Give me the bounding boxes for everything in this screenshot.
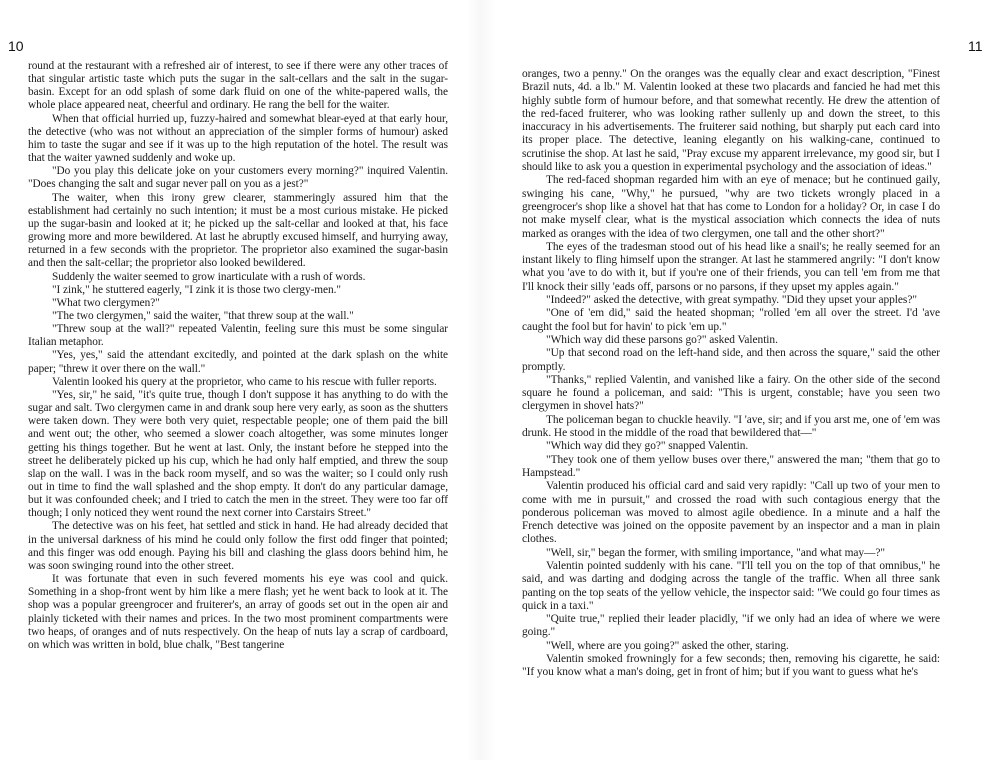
right-paragraph-8: "Thanks," replied Valentin, and vanished like a fairy. On the other side of the second square he found a policeman, and said: "This is urgent, constable; have you seen two clergymen in shovel hats?" — [522, 373, 940, 413]
left-paragraph-10: "Yes, yes," said the attendant excitedly, and pointed at the dark splash on the white paper; "threw it over there on the wall." — [28, 349, 448, 375]
left-paragraph-8: "The two clergymen," said the waiter, "that threw soup at the wall." — [52, 309, 354, 322]
left-paragraph-7: "What two clergymen?" — [52, 296, 160, 309]
right-paragraph-14: Valentin pointed suddenly with his cane. "I'll tell you on the top of that omnibus," he said, and was darting and dodging across the tangle of the traffic. When all three sank panting on the top seats of the yellow vehicle, the inspector said: "We could go four times as quick in a taxi." — [522, 559, 940, 612]
left-paragraph-2: When that official hurried up, fuzzy-haired and somewhat blear-eyed at that early hour, the detective (who was not without an appreciation of the simpler forms of humour) asked him to taste the sugar and see if it was up to the high reputation of the hotel. The result was that the waiter yawned suddenly and woke up. — [28, 112, 448, 165]
left-paragraph-9: "Threw soup at the wall?" repeated Valentin, feeling sure this must be some singular Italian metaphor. — [28, 323, 448, 349]
right-paragraph-12: Valentin produced his official card and said very rapidly: "Call up two of your men to come with me in pursuit," and crossed the road with such contagious energy that the ponderous policeman was moved to almost agile obedience. In a minute and a half the French detective was joined on the opposite pavement by an inspector and a man in plain clothes. — [522, 480, 940, 546]
left-paragraph-5: Suddenly the waiter seemed to grow inarticulate with a rush of words. — [52, 270, 366, 283]
left-paragraph-11: Valentin looked his query at the proprietor, who came to his rescue with fuller reports. — [52, 375, 437, 388]
right-paragraph-17: Valentin smoked frowningly for a few seconds; then, removing his cigarette, he said: "If you know what a man's doing, get in front of him; but if you want to guess what he's — [522, 653, 940, 679]
left-page — [28, 60, 448, 760]
left-paragraph-3: "Do you play this delicate joke on your customers every morning?" inquired Valentin. "Does changing the salt and sugar never pall on you as a jest?" — [28, 165, 448, 191]
left-paragraph-1: round at the restaurant with a refreshed air of interest, to see if there were any other traces of that singular artistic taste which puts the sugar in the salt-cellars and the salt in the sugar-basin. Except for an odd splash of some dark fluid on one of the white-papered walls, the whole place appeared neat, cheerful and ordinary. He rang the bell for the waiter. — [28, 60, 448, 112]
right-page — [522, 68, 940, 760]
right-page-number: 11 — [968, 38, 983, 54]
left-paragraph-4: The waiter, when this irony grew clearer, stammeringly assured him that the establishment had certainly no such intention; it must be a most curious mistake. He picked up the sugar-basin and looked at it; he picked up the salt-cellar and looked at that, his face growing more and more bewildered. At last he abruptly excused himself, and hurrying away, returned in a few seconds with the proprietor. The proprietor also examined the sugar-basin and then the salt-cellar; the proprietor also looked bewildered. — [28, 191, 448, 270]
right-paragraph-4: "Indeed?" asked the detective, with great sympathy. "Did they upset your apples?" — [546, 294, 917, 307]
right-paragraph-13: "Well, sir," began the former, with smiling importance, "and what may—?" — [546, 546, 885, 559]
left-page-number: 10 — [8, 38, 24, 54]
right-paragraph-10: "Which way did they go?" snapped Valentin. — [546, 440, 749, 453]
right-paragraph-16: "Well, where are you going?" asked the other, staring. — [546, 639, 789, 652]
book-spine-shadow — [466, 0, 496, 760]
right-paragraph-3: The eyes of the tradesman stood out of his head like a snail's; he really seemed for an instant likely to fling himself upon the stranger. At last he stammered angrily: "I don't know what you 'ave to do with it, but if you're one of their friends, you can tell 'em from me that I'll knock their silly 'eads off, parsons or no parsons, if they upset my apples again." — [522, 240, 940, 293]
left-paragraph-13: The detective was on his feet, hat settled and stick in hand. He had already decided that in the universal darkness of his mind he could only follow the first odd finger that pointed; and this finger was odd enough. Paying his bill and clashing the glass doors behind him, he was soon swinging round into the other street. — [28, 520, 448, 572]
right-paragraph-5: "One of 'em did," said the heated shopman; "rolled 'em all over the street. I'd 'ave caught the fool but for havin' to pick 'em up." — [522, 307, 940, 333]
right-paragraph-6: "Which way did these parsons go?" asked Valentin. — [546, 333, 778, 346]
right-paragraph-1: oranges, two a penny." On the oranges was the equally clear and exact description, "Finest Brazil nuts, 4d. a lb." M. Valentin looked at these two placards and fancied he had met this highly subtle form of humour before, and that somewhat recently. He drew the attention of the red-faced fruiterer, who was looking rather sullenly up and down the street, to this inaccuracy in his advertisements. The fruiterer said nothing, but sharply put each card into its proper place. The detective, leaning elegantly on his walking-cane, continued to scrutinise the shop. At last he said, "Pray excuse my apparent irrelevance, my good sir, but I should like to ask you a question in experimental psychology and the association of ideas." — [522, 68, 940, 174]
left-paragraph-6: "I zink," he stuttered eagerly, "I zink it is those two clergy-men." — [52, 283, 341, 296]
right-paragraph-15: "Quite true," replied their leader placidly, "if we only had an idea of where we were going." — [522, 613, 940, 639]
left-paragraph-14: It was fortunate that even in such fevered moments his eye was cool and quick. Something in a shop-front went by him like a mere flash; yet he went back to look at it. The shop was a popular greengrocer and fruiterer's, an array of goods set out in the open air and plainly ticketed with their names and prices. In the two most prominent compartments were two heaps, of oranges and of nuts respectively. On the heap of nuts lay a scrap of cardboard, on which was written in bold, blue chalk, "Best tangerine — [28, 573, 448, 651]
right-paragraph-7: "Up that second road on the left-hand side, and then across the square," said the other promptly. — [522, 347, 940, 373]
left-paragraph-12: "Yes, sir," he said, "it's quite true, though I don't suppose it has anything to do with the sugar and salt. Two clergymen came in and drank soup here very early, as soon as the shutters were taken down. They were both very quiet, respectable people; one of them paid the bill and went out; the other, who seemed a slower coach altogether, was some minutes longer getting his things together. But he went at last. Only, the instant before he stepped into the street he deliberately picked up his cup, which he had only half emptied, and threw the soup slap on the wall. I was in the back room myself, and so was the waiter; so I could only rush out in time to find the wall splashed and the shop empty. It don't do any particular damage, but it was confounded cheek; and I tried to catch the men in the street. They were too far off though; I only noticed they went round the next corner into Carstairs Street." — [28, 388, 448, 520]
right-paragraph-2: The red-faced shopman regarded him with an eye of menace; but he continued gaily, swinging his cane, "Why," he pursued, "why are two tickets wrongly placed in a greengrocer's shop like a shovel hat that has come to London for a holiday? Or, in case I do not make myself clear, what is the mystical association which connects the idea of nuts marked as oranges with the idea of two clergymen, one tall and the other short?" — [522, 174, 940, 240]
right-paragraph-11: "They took one of them yellow buses over there," answered the man; "them that go to Hampstead." — [522, 453, 940, 479]
right-paragraph-9: The policeman began to chuckle heavily. "I 'ave, sir; and if you arst me, one of 'em was drunk. He stood in the middle of the road that bewildered that—" — [522, 413, 940, 440]
